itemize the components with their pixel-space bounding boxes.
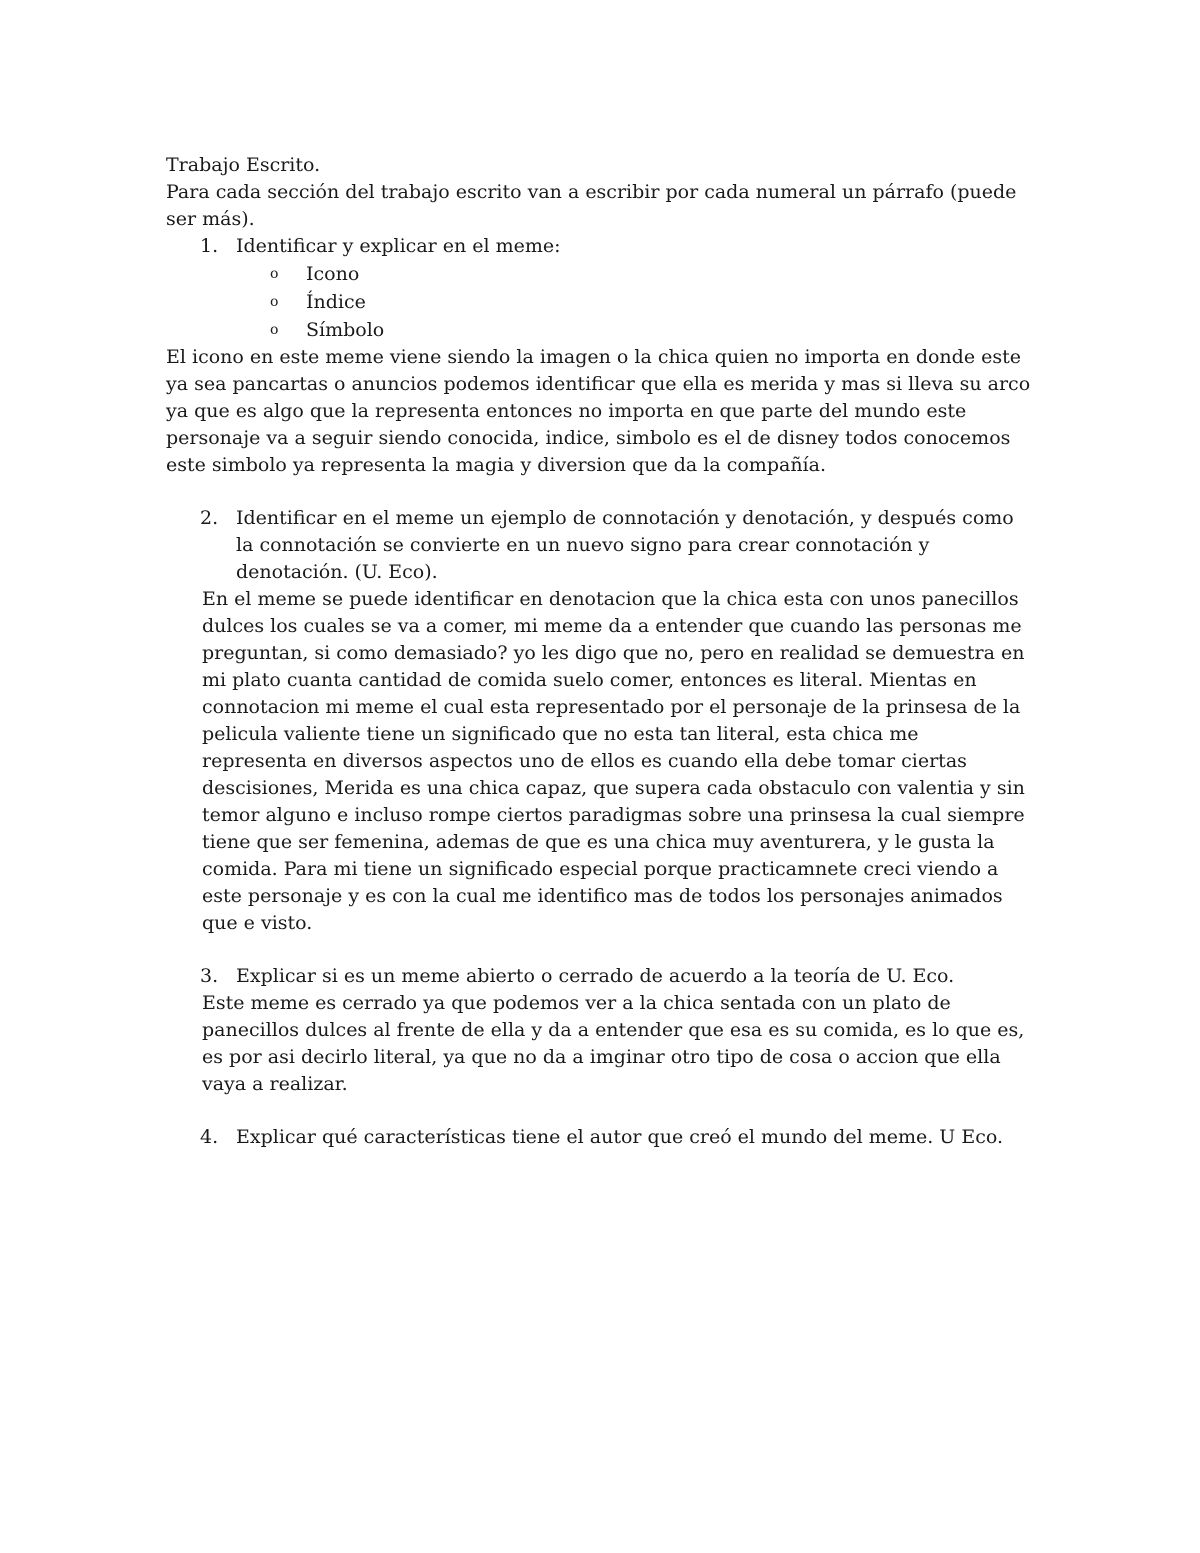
item-number: 1.	[200, 235, 219, 257]
numbered-item-2	[166, 505, 1026, 586]
answer-paragraph-3: Este meme es cerrado ya que podemos ver a la chica sentada con un plato de panecillos dulces al frente de ella y da a entender que esa es su comida, es lo que es, es por asi decirlo literal, ya que no da a imginar otro tipo de cosa o accion que ella vaya a realizar.	[202, 992, 1025, 1095]
item-number: 2.	[200, 507, 219, 529]
item-number: 4.	[200, 1126, 219, 1148]
document-body	[166, 152, 1046, 1151]
bullet-list	[166, 260, 1046, 344]
bullet-item-icono	[270, 260, 1046, 288]
intro-paragraph: Para cada sección del trabajo escrito van a escribir por cada numeral un párrafo (puede ser más).	[166, 181, 1017, 230]
bullet-label: Icono	[306, 263, 360, 285]
item-text: Identificar y explicar en el meme:	[236, 235, 561, 257]
bullet-item-indice	[270, 288, 1046, 316]
item-text: Explicar si es un meme abierto o cerrado de acuerdo a la teoría de U. Eco.	[236, 965, 955, 987]
answer-paragraph-2: En el meme se puede identificar en denotacion que la chica esta con unos panecillos dulces los cuales se va a comer, mi meme da a entender que cuando las personas me preguntan, si como demasiado? yo les digo que no, pero en realidad se demuestra en mi plato cuanta cantidad de comida suelo comer, entonces es literal. Mientas en connotacion mi meme el cual esta representado por el personaje de la prinsesa de la pelicula valiente tiene un significado que no esta tan literal, esta chica me representa en diversos aspectos uno de ellos es cuando ella debe tomar ciertas descisiones, Merida es una chica capaz, que supera cada obstaculo con valentia y sin temor alguno e incluso rompe ciertos paradigmas sobre una prinsesa la cual siempre tiene que ser femenina, ademas de que es una chica muy aventurera, y le gusta la comida. Para mi tiene un significado especial porque practicamnete creci viendo a este personaje y es con la cual me identifico mas de todos los personajes animados que e visto.	[202, 588, 1025, 934]
item-text: Explicar qué características tiene el autor que creó el mundo del meme. U Eco.	[236, 1126, 1004, 1148]
hollow-bullet-icon: o	[270, 266, 279, 282]
numbered-item-1	[166, 233, 1026, 260]
bullet-label: Símbolo	[306, 319, 385, 341]
hollow-bullet-icon: o	[270, 322, 279, 338]
item-number: 3.	[200, 965, 219, 987]
answer-paragraph-1: El icono en este meme viene siendo la imagen o la chica quien no importa en donde este ya sea pancartas o anuncios podemos identificar que ella es merida y mas si lleva su arco ya que es algo que la representa entonces no importa en que parte del mundo este personaje va a seguir siendo conocida, indice, simbolo es el de disney todos conocemos este simbolo ya representa la magia y diversion que da la compañía.	[166, 346, 1031, 476]
document-title: Trabajo Escrito.	[166, 154, 321, 176]
bullet-label: Índice	[306, 291, 366, 313]
hollow-bullet-icon: o	[270, 294, 279, 310]
bullet-item-simbolo	[270, 316, 1046, 344]
item-text: Identificar en el meme un ejemplo de connotación y denotación, y después como la connotación se convierte en un nuevo signo para crear connotación y denotación. (U. Eco).	[236, 507, 1014, 583]
numbered-item-4	[166, 1124, 1026, 1151]
numbered-item-3	[166, 963, 1026, 990]
